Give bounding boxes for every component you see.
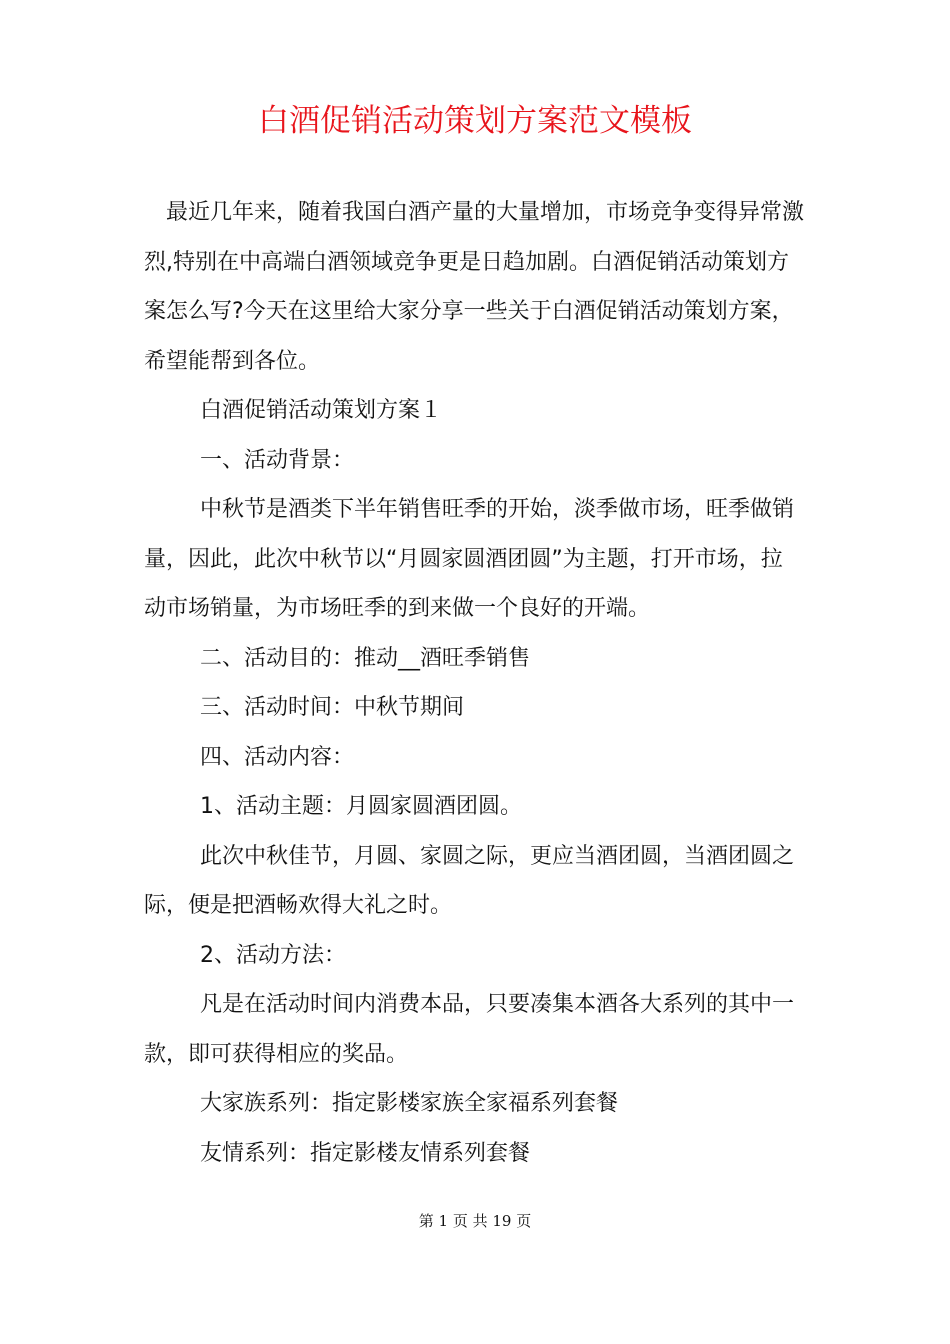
page-footer: 第 1 页 共 19 页 <box>418 1212 532 1230</box>
intro-paragraph <box>144 188 820 386</box>
text-line: 际，便是把酒畅欢得大礼之时。 <box>144 893 453 918</box>
text-line: 四、活动内容： <box>200 744 355 770</box>
list-item <box>144 1079 820 1129</box>
text-line: 此次中秋佳节，月圆、家圆之际，更应当酒团圆，当酒团圆之 <box>200 843 795 869</box>
text-line: 凡是在活动时间内消费本品，只要凑集本酒各大系列的其中一 <box>200 992 795 1017</box>
document-title: 白酒促销活动策划方案范文模板 <box>258 103 692 139</box>
text-line: 中秋节是酒类下半年销售旺季的开始，淡季做市场，旺季做销 <box>200 497 795 522</box>
section-heading <box>144 683 820 733</box>
text-line: 案怎么写?今天在这里给大家分享一些关于白酒促销活动策划方案， <box>144 299 794 324</box>
document-body <box>144 188 820 1178</box>
text-line: 友情系列：指定影楼友情系列套餐 <box>200 1140 531 1166</box>
text-line: 大家族系列：指定影楼家族全家福系列套餐 <box>200 1091 619 1116</box>
text-line: 动市场销量，为市场旺季的到来做一个良好的开端。 <box>144 596 651 621</box>
text-line: 希望能帮到各位。 <box>144 348 321 374</box>
list-item <box>144 782 820 832</box>
section-heading <box>144 634 820 684</box>
text-line: 款，即可获得相应的奖品。 <box>144 1041 409 1067</box>
section-heading <box>144 733 820 783</box>
body-paragraph <box>144 485 820 634</box>
text-line: 白酒促销活动策划方案１ <box>200 398 443 423</box>
text-line: 最近几年来，随着我国白酒产量的大量增加，市场竞争变得异常激 <box>166 200 805 225</box>
text-line: 2、活动方法： <box>200 942 346 968</box>
text-line: 三、活动时间：中秋节期间 <box>200 695 465 720</box>
text-line: 1、活动主题：月圆家圆酒团圆。 <box>200 794 522 819</box>
text-line: 量，因此，此次中秋节以“月圆家圆酒团圆”为主题，打开市场，拉 <box>144 546 783 572</box>
body-paragraph <box>144 980 820 1079</box>
body-paragraph <box>144 832 820 931</box>
section-heading <box>144 386 820 436</box>
text-line: 烈,特别在中高端白酒领域竞争更是日趋加剧。白酒促销活动策划方 <box>144 249 789 275</box>
list-item <box>144 1129 820 1179</box>
section-heading <box>144 436 820 486</box>
text-line: 一、活动背景： <box>200 447 355 473</box>
list-item <box>144 931 820 981</box>
text-line: 二、活动目的：推动__酒旺季销售 <box>200 645 531 671</box>
